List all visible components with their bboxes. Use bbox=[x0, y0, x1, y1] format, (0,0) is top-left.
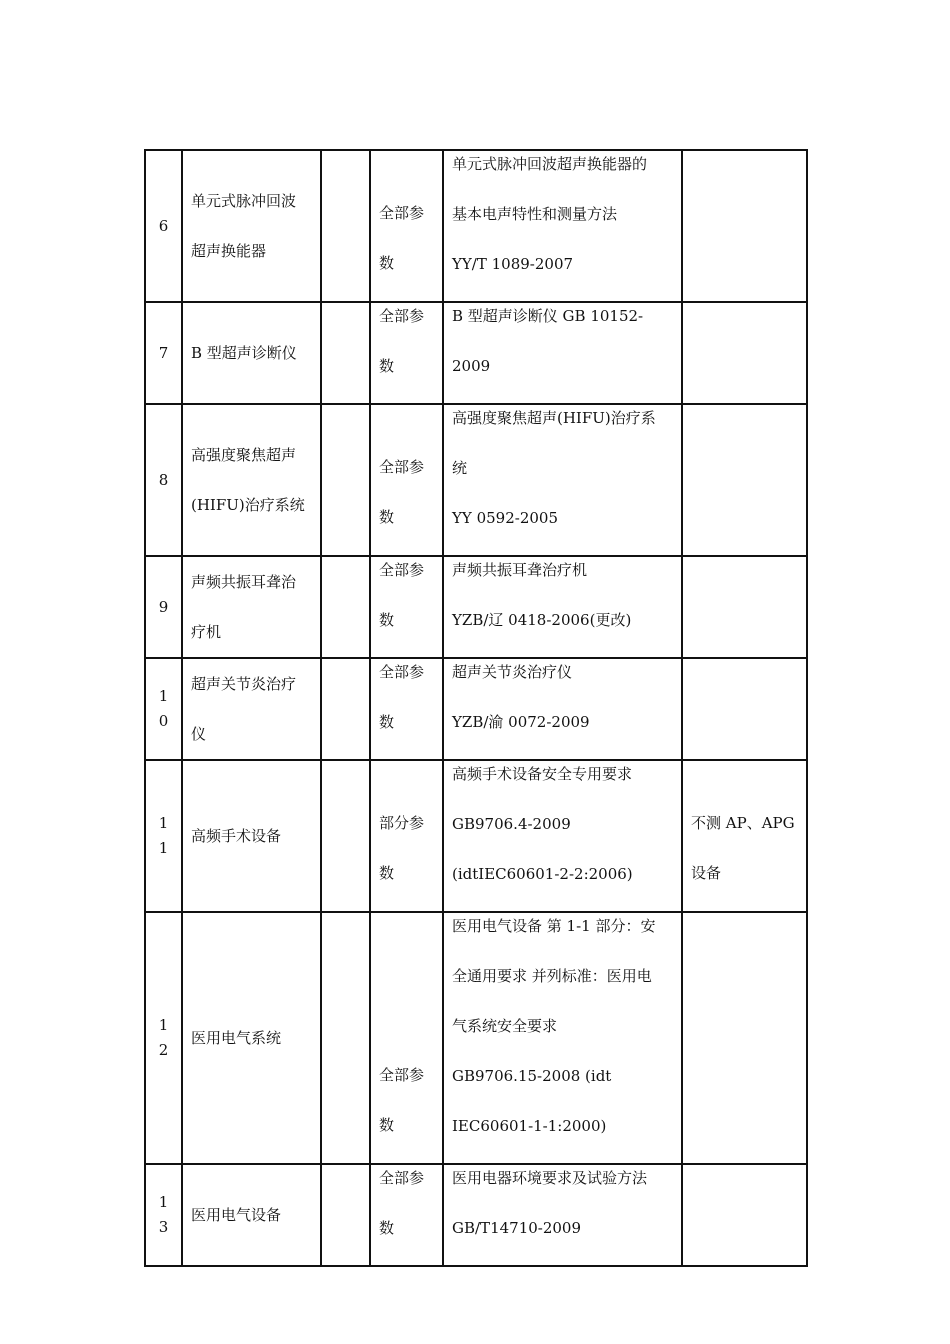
standard-reference: 高强度聚焦超声(HIFU)治疗系 统 YY 0592-2005 bbox=[443, 404, 682, 556]
row-number: 10 bbox=[145, 658, 182, 760]
note-cell bbox=[682, 404, 807, 556]
standard-reference: 单元式脉冲回波超声换能器的 基本电声特性和测量方法 YY/T 1089-2007 bbox=[443, 150, 682, 302]
standard-reference: 超声关节炎治疗仪 YZB/渝 0072-2009 bbox=[443, 658, 682, 760]
standard-reference: 高频手术设备安全专用要求 GB9706.4-2009 (idtIEC60601-2-2:2006) bbox=[443, 760, 682, 912]
row-number: 12 bbox=[145, 912, 182, 1164]
note-cell: 不测 AP、APG 设备 bbox=[682, 760, 807, 912]
item-name: 医用电气设备 bbox=[182, 1164, 321, 1266]
empty-cell bbox=[321, 760, 370, 912]
test-scope: 全部参 数 bbox=[370, 556, 443, 658]
note-cell bbox=[682, 150, 807, 302]
test-scope: 全部参 数 bbox=[370, 912, 443, 1164]
item-name: 高强度聚焦超声 (HIFU)治疗系统 bbox=[182, 404, 321, 556]
empty-cell bbox=[321, 150, 370, 302]
item-name: 医用电气系统 bbox=[182, 912, 321, 1164]
empty-cell bbox=[321, 1164, 370, 1266]
standards-table bbox=[144, 149, 808, 1267]
empty-cell bbox=[321, 404, 370, 556]
note-cell bbox=[682, 912, 807, 1164]
item-name: 声频共振耳聋治 疗机 bbox=[182, 556, 321, 658]
note-cell bbox=[682, 556, 807, 658]
empty-cell bbox=[321, 556, 370, 658]
table-row bbox=[145, 760, 807, 912]
table-row bbox=[145, 556, 807, 658]
table-row bbox=[145, 1164, 807, 1266]
item-name: 高频手术设备 bbox=[182, 760, 321, 912]
empty-cell bbox=[321, 658, 370, 760]
standard-reference: 声频共振耳聋治疗机 YZB/辽 0418-2006(更改) bbox=[443, 556, 682, 658]
table-row bbox=[145, 404, 807, 556]
row-number: 13 bbox=[145, 1164, 182, 1266]
note-cell bbox=[682, 658, 807, 760]
test-scope: 部分参 数 bbox=[370, 760, 443, 912]
empty-cell bbox=[321, 302, 370, 404]
table-row bbox=[145, 912, 807, 1164]
test-scope: 全部参 数 bbox=[370, 658, 443, 760]
test-scope: 全部参 数 bbox=[370, 302, 443, 404]
table-row bbox=[145, 658, 807, 760]
note-cell bbox=[682, 1164, 807, 1266]
table-row bbox=[145, 150, 807, 302]
standard-reference: 医用电器环境要求及试验方法 GB/T14710-2009 bbox=[443, 1164, 682, 1266]
row-number: 11 bbox=[145, 760, 182, 912]
row-number: 8 bbox=[145, 404, 182, 556]
row-number: 9 bbox=[145, 556, 182, 658]
empty-cell bbox=[321, 912, 370, 1164]
note-cell bbox=[682, 302, 807, 404]
test-scope: 全部参 数 bbox=[370, 1164, 443, 1266]
row-number: 7 bbox=[145, 302, 182, 404]
test-scope: 全部参 数 bbox=[370, 404, 443, 556]
standard-reference: B 型超声诊断仪 GB 10152- 2009 bbox=[443, 302, 682, 404]
row-number: 6 bbox=[145, 150, 182, 302]
standard-reference: 医用电气设备 第 1-1 部分：安 全通用要求 并列标准：医用电 气系统安全要求 GB9706.15-2008 (idt IEC60601-1-1:2000) bbox=[443, 912, 682, 1164]
item-name: 超声关节炎治疗 仪 bbox=[182, 658, 321, 760]
item-name: 单元式脉冲回波 超声换能器 bbox=[182, 150, 321, 302]
table-row bbox=[145, 302, 807, 404]
test-scope: 全部参 数 bbox=[370, 150, 443, 302]
item-name: B 型超声诊断仪 bbox=[182, 302, 321, 404]
